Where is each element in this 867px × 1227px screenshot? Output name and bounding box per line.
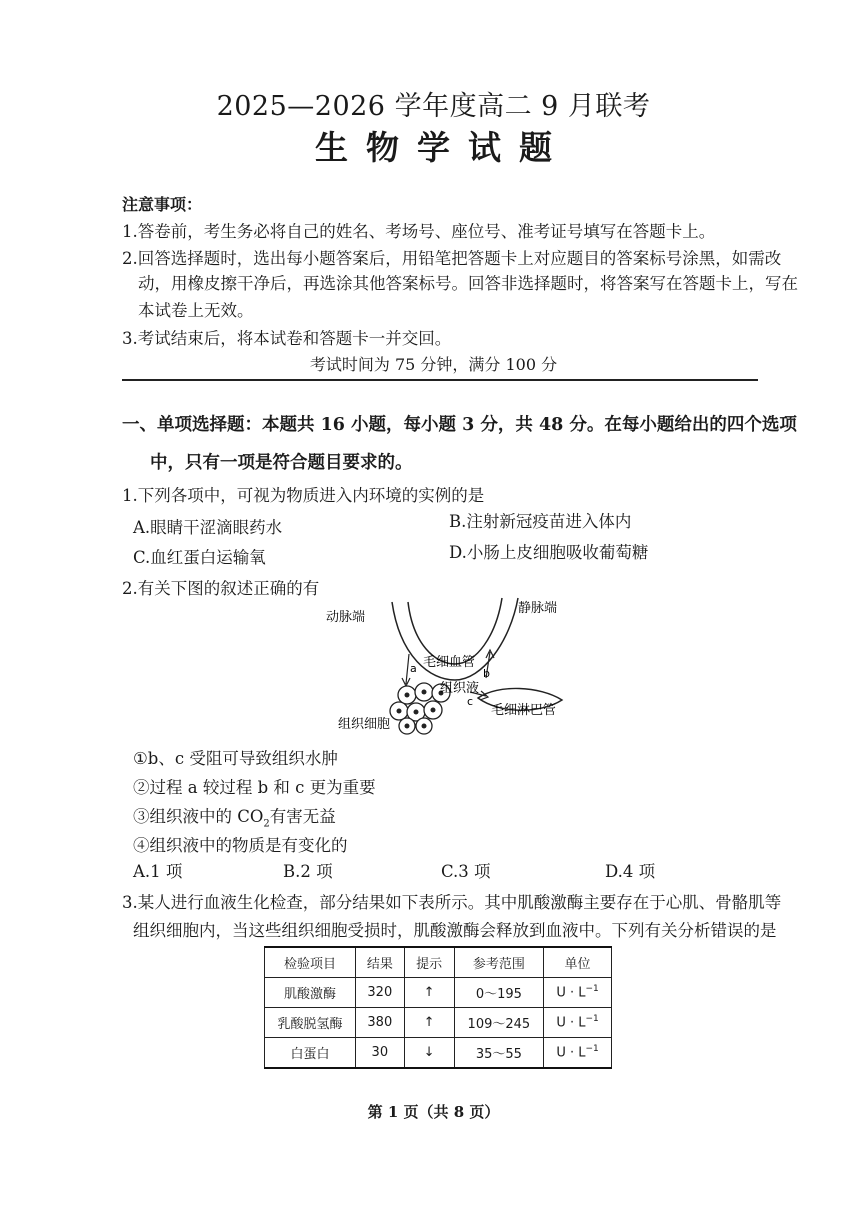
q2-statement-2: ②过程 a 较过程 b 和 c 更为重要 <box>133 778 376 797</box>
header-item: 检验项目 <box>265 947 356 978</box>
header-hint: 提示 <box>404 947 454 978</box>
header-result: 结果 <box>356 947 404 978</box>
table-header-row <box>265 947 612 978</box>
q1-option-b: B.注射新冠疫苗进入体内 <box>449 512 632 531</box>
subject-title: 生物学试题 <box>315 128 570 167</box>
notice-item-1: 1.答卷前，考生务必将自己的姓名、考场号、座位号、准考证号填写在答题卡上。 <box>122 222 716 241</box>
q2-statement-4: ④组织液中的物质是有变化的 <box>133 836 348 855</box>
cell-range: 109～245 <box>454 1008 543 1038</box>
cell-item: 乳酸脱氢酶 <box>265 1008 356 1038</box>
q1-option-d: D.小肠上皮细胞吸收葡萄糖 <box>449 543 649 562</box>
notice-item-2-line1: 2.回答选择题时，选出每小题答案后，用铅笔把答题卡上对应题目的答案标号涂黑，如需改 <box>122 249 782 268</box>
cell-item: 白蛋白 <box>265 1038 356 1069</box>
cell-hint: ↑ <box>404 1008 454 1038</box>
section-heading-line2: 中，只有一项是符合题目要求的。 <box>150 453 413 473</box>
q2-statement-1: ①b、c 受阻可导致组织水肿 <box>133 749 338 768</box>
arrow-a <box>406 654 409 684</box>
header-range: 参考范围 <box>454 947 543 978</box>
q3-stem-line2: 组织细胞内，当这些组织细胞受损时，肌酸激酶会释放到血液中。下列有关分析错误的是 <box>133 921 777 940</box>
label-venous-end: 静脉端 <box>518 601 558 616</box>
table-row <box>265 978 612 1008</box>
q2-stem: 2.有关下图的叙述正确的有 <box>122 579 320 598</box>
q2-statement-3: ③组织液中的 $CO_2$有害无益 <box>133 807 336 830</box>
table-row <box>265 1038 612 1069</box>
cell-item: 肌酸激酶 <box>265 978 356 1008</box>
label-arterial-end: 动脉端 <box>326 610 366 625</box>
label-b: b <box>483 667 490 680</box>
table-row <box>265 1008 612 1038</box>
page-number: 第 1 页（共 8 页） <box>367 1103 500 1121</box>
notice-item-3: 3.考试结束后，将本试卷和答题卡一并交回。 <box>122 329 452 348</box>
cell-range: 0～195 <box>454 978 543 1008</box>
cell-unit: $U \cdot L^{-1}$ <box>544 1008 612 1038</box>
q2-option-b: B.2 项 <box>283 862 333 881</box>
q1-option-a: A.眼睛干涩滴眼药水 <box>133 518 283 537</box>
notice-item-2-line3: 本试卷上无效。 <box>138 301 254 320</box>
exam-title: 2025—2026 学年度高二 9 月联考 <box>216 91 651 122</box>
cell-result: 380 <box>356 1008 404 1038</box>
q2-option-a: A.1 项 <box>133 862 183 881</box>
cell-hint: ↓ <box>404 1038 454 1069</box>
q3-stem-line1: 3.某人进行血液生化检查，部分结果如下表所示。其中肌酸激酶主要存在于心肌、骨骼肌等 <box>122 893 782 912</box>
divider <box>122 379 758 381</box>
q2-option-c: C.3 项 <box>441 862 491 881</box>
blood-test-table <box>264 946 612 1069</box>
q1-stem: 1.下列各项中，可视为物质进入内环境的实例的是 <box>122 486 485 505</box>
cell-hint: ↑ <box>404 978 454 1008</box>
q1-option-c: C.血红蛋白运输氧 <box>133 548 266 567</box>
cell-result: 320 <box>356 978 404 1008</box>
label-lymph-capillary: 毛细淋巴管 <box>491 703 557 718</box>
q2-option-d: D.4 项 <box>605 862 656 881</box>
label-tissue-cells: 组织细胞 <box>338 717 391 732</box>
section-heading-line1: 一、单项选择题：本题共 16 小题，每小题 3 分，共 48 分。在每小题给出的四个选项 <box>122 415 797 435</box>
capillary-diagram <box>300 592 600 742</box>
header-unit: 单位 <box>544 947 612 978</box>
notice-heading: 注意事项： <box>122 195 203 214</box>
notice-item-2-line2: 动，用橡皮擦干净后，再选涂其他答案标号。回答非选择题时，将答案写在答题卡上，写在 <box>138 274 798 293</box>
exam-time: 考试时间为 75 分钟，满分 100 分 <box>309 355 558 374</box>
label-a: a <box>410 662 417 675</box>
cell-result: 30 <box>356 1038 404 1069</box>
label-tissue-fluid: 组织液 <box>440 681 480 696</box>
cell-unit: $U \cdot L^{-1}$ <box>544 1038 612 1069</box>
label-capillary: 毛细血管 <box>423 655 476 670</box>
label-c: c <box>467 695 474 708</box>
cell-range: 35～55 <box>454 1038 543 1069</box>
cell-unit: $U \cdot L^{-1}$ <box>544 978 612 1008</box>
